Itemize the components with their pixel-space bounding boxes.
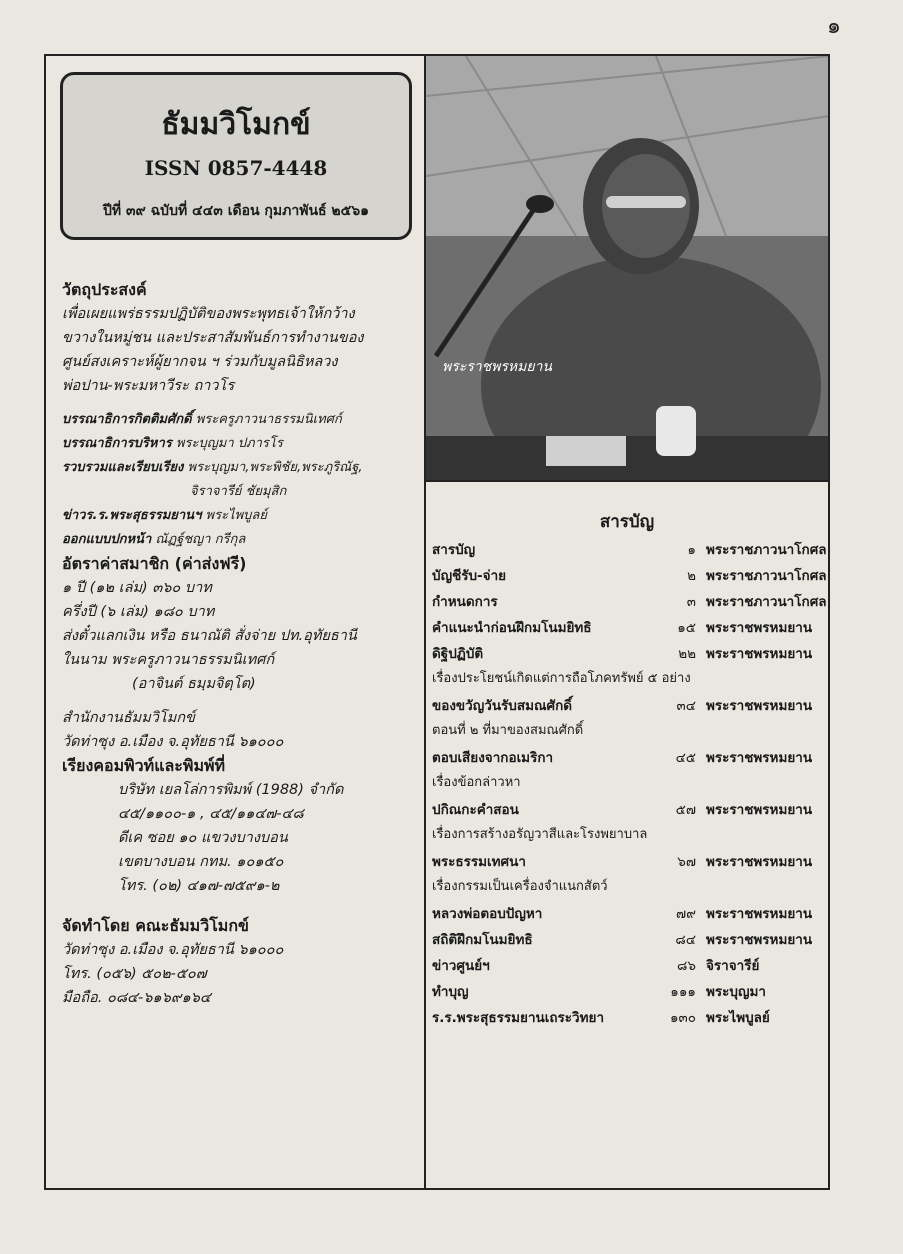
toc-row bbox=[432, 640, 828, 666]
toc-entry-title: ตอบเสียงจากอเมริกา bbox=[432, 750, 554, 766]
objective-line: ขวางในหมู่ชน และประสาสัมพันธ์การทำงานของ bbox=[62, 330, 364, 346]
toc-row bbox=[432, 796, 828, 822]
toc-entry-page: ๘๖ bbox=[677, 958, 696, 974]
editor-admin: บรรณาธิการบริหาร พระบุญมา ปภารโร bbox=[62, 436, 283, 451]
toc-entry-title: หลวงพ่อตอบปัญหา bbox=[432, 906, 543, 922]
toc-title: สารบัญ bbox=[599, 512, 655, 532]
cover-designer: ออกแบบปกหน้า ณัฏฐ์ชญา กรีกุล bbox=[62, 532, 246, 547]
toc-entry-author: พระราชพรหมยาน bbox=[706, 932, 813, 948]
compiler: รวบรวมและเรียบเรียง พระบุญมา,พระพิชัย,พระภูริณัฐ, bbox=[62, 460, 363, 475]
toc-entry-subtitle: เรื่องการสร้างอรัญวาสีและโรงพยาบาล bbox=[432, 827, 648, 842]
toc-entry-author: พระราชพรหมยาน bbox=[706, 906, 813, 922]
toc-entry-page: ๒๒ bbox=[678, 646, 696, 662]
payment-line: ในนาม พระครูภาวนาธรรมนิเทศก์ bbox=[62, 652, 275, 668]
toc-entry-page: ๖๗ bbox=[677, 854, 696, 870]
toc-entry-title: สารบัญ bbox=[432, 542, 476, 558]
toc-entry-title: ข่าวศูนย์ฯ bbox=[432, 958, 490, 974]
objective-line: พ่อปาน-พระมหาวีระ ถาวโร bbox=[62, 378, 235, 394]
toc-entry-author: พระราชพรหมยาน bbox=[706, 854, 813, 870]
toc-entry-page: ๒ bbox=[687, 568, 696, 584]
print-line: เขตบางบอน กทม. ๑๐๑๕๐ bbox=[118, 854, 284, 870]
rate-halfyear: ครึ่งปี (๖ เล่ม) ๑๘๐ บาท bbox=[62, 604, 215, 620]
producer-heading: จัดทำโดย คณะธัมมวิโมกข์ bbox=[62, 916, 249, 935]
toc-entry-page: ๕๗ bbox=[675, 802, 696, 818]
issn: ISSN 0857-4448 bbox=[144, 156, 328, 180]
toc-row bbox=[432, 926, 828, 952]
compiler-line2: จิราจารีย์ ชัยมุสิก bbox=[190, 484, 287, 499]
toc-entry-author: พระราชพรหมยาน bbox=[706, 802, 813, 818]
toc-entry-page: ๑๕ bbox=[677, 620, 696, 636]
monk-photo-illustration bbox=[426, 56, 828, 480]
objective-heading: วัตถุประสงค์ bbox=[62, 280, 147, 299]
producer-line: วัดท่าซุง อ.เมือง จ.อุทัยธานี ๖๑๐๐๐ bbox=[62, 942, 284, 958]
toc-entry-author: พระราชภาวนาโกศล bbox=[706, 594, 827, 610]
page-number: ๑ bbox=[827, 14, 841, 39]
toc-row bbox=[432, 588, 828, 614]
toc-entry-page: ๔๕ bbox=[675, 750, 696, 766]
print-line: ดีเค ซอย ๑๐ แขวงบางบอน bbox=[118, 830, 288, 846]
toc-entry-title: ร.ร.พระสุธรรมยานเถระวิทยา bbox=[432, 1010, 605, 1026]
objective-line: เพื่อเผยแพร่ธรรมปฏิบัติของพระพุทธเจ้าให้กว้าง bbox=[62, 306, 355, 322]
toc-row bbox=[432, 614, 828, 640]
photo-caption: พระราชพรหมยาน bbox=[442, 359, 552, 375]
toc-entry-title: บัญชีรับ-จ่าย bbox=[432, 568, 507, 584]
toc-entry-author: พระราชภาวนาโกศล bbox=[706, 568, 827, 584]
toc-entry-author: พระราชภาวนาโกศล bbox=[706, 542, 827, 558]
left-column bbox=[46, 56, 426, 1188]
payment-line: (อาจินต์ ธมฺมจิตฺโต) bbox=[132, 676, 256, 692]
toc-row bbox=[432, 1004, 828, 1030]
print-line: โทร. (๐๒) ๔๑๗-๗๕๙๑-๒ bbox=[118, 878, 280, 894]
toc-entry-page: ๘๔ bbox=[675, 932, 696, 948]
toc-entry-subtitle: เรื่องประโยชน์เกิดแต่การถือโภคทรัพย์ ๕ อย่าง bbox=[432, 671, 691, 686]
masthead-box bbox=[60, 72, 412, 240]
toc-entry-subtitle: เรื่องกรรมเป็นเครื่องจำแนกสัตว์ bbox=[432, 879, 608, 894]
rate-heading: อัตราค่าสมาชิก (ค่าส่งฟรี) bbox=[62, 554, 247, 573]
producer-line: มือถือ. ๐๘๔-๖๑๖๙๑๖๔ bbox=[62, 990, 211, 1006]
payment-line: ส่งตั๋วแลกเงิน หรือ ธนาณัติ สั่งจ่าย ปท.อุทัยธานี bbox=[62, 628, 357, 644]
magazine-title: ธัมมวิโมกข์ bbox=[161, 107, 311, 142]
toc-entry-author: พระบุญมา bbox=[706, 984, 766, 1000]
toc-entry-author: พระราชพรหมยาน bbox=[706, 698, 813, 714]
toc-entry-page: ๑๓๐ bbox=[669, 1010, 696, 1026]
toc-entry-author: พระราชพรหมยาน bbox=[706, 750, 813, 766]
toc-entry-title: ปกิณกะคำสอน bbox=[432, 802, 519, 818]
toc-entry-author: จิราจารีย์ bbox=[706, 958, 760, 974]
toc-row bbox=[432, 536, 828, 562]
print-heading: เรียงคอมพิวท์และพิมพ์ที่ bbox=[62, 756, 226, 775]
toc-entry-subtitle: ตอนที่ ๒ ที่มาของสมณศักดิ์ bbox=[432, 723, 584, 738]
toc-entry-page: ๑๑๑ bbox=[670, 984, 696, 1000]
editor-honorary: บรรณาธิการกิตติมศักดิ์ พระครูภาวนาธรรมนิเทศก์ bbox=[62, 412, 342, 427]
office-line: วัดท่าซุง อ.เมือง จ.อุทัยธานี ๖๑๐๐๐ bbox=[62, 734, 284, 750]
colophon bbox=[62, 278, 418, 1010]
office-line: สำนักงานธัมมวิโมกข์ bbox=[62, 710, 195, 726]
print-line: บริษัท เยลโล่การพิมพ์ (1988) จำกัด bbox=[118, 782, 344, 798]
toc-entry-title: สถิติฝึกมโนมยิทธิ bbox=[432, 932, 533, 948]
toc-row bbox=[432, 848, 828, 874]
toc-entry-title: พระธรรมเทศนา bbox=[432, 854, 526, 870]
toc-entry-title: ดิฐิปฏิบัติ bbox=[432, 646, 484, 662]
producer-line: โทร. (๐๕๖) ๕๐๒-๕๐๗ bbox=[62, 966, 207, 982]
toc-entry-page: ๓ bbox=[686, 594, 696, 610]
toc-entry-author: พระไพบูลย์ bbox=[706, 1010, 770, 1026]
toc-row bbox=[432, 692, 828, 718]
page-frame bbox=[44, 54, 830, 1190]
table-of-contents bbox=[432, 536, 828, 1030]
toc-entry-author: พระราชพรหมยาน bbox=[706, 646, 813, 662]
objective-line: ศูนย์สงเคราะห์ผู้ยากจน ฯ ร่วมกับมูลนิธิหลวง bbox=[62, 354, 338, 370]
toc-entry-subtitle: เรื่องข้อกล่าวหา bbox=[432, 775, 521, 790]
toc-entry-title: กำหนดการ bbox=[432, 594, 498, 610]
toc-entry-title: คำแนะนำก่อนฝึกมโนมยิทธิ bbox=[432, 620, 592, 636]
toc-entry-page: ๗๙ bbox=[675, 906, 696, 922]
toc-entry-title: ของขวัญวันรับสมณศักดิ์ bbox=[432, 698, 573, 714]
toc-row bbox=[432, 900, 828, 926]
rate-yearly: ๑ ปี (๑๒ เล่ม) ๓๖๐ บาท bbox=[62, 580, 212, 596]
toc-entry-author: พระราชพรหมยาน bbox=[706, 620, 813, 636]
toc-row bbox=[432, 952, 828, 978]
news-editor: ข่าวร.ร.พระสุธรรมยานฯ พระไพบูลย์ bbox=[62, 508, 267, 523]
toc-entry-page: ๓๔ bbox=[676, 698, 696, 714]
right-column bbox=[426, 56, 828, 1188]
toc-row bbox=[432, 562, 828, 588]
toc-entry-page: ๑ bbox=[687, 542, 696, 558]
toc-entry-title: ทำบุญ bbox=[432, 984, 469, 1000]
toc-row bbox=[432, 744, 828, 770]
toc-row bbox=[432, 978, 828, 1004]
print-line: ๔๕/๑๑๐๐-๑ , ๔๕/๑๑๔๗-๔๘ bbox=[118, 806, 304, 822]
monk-photo bbox=[426, 56, 828, 482]
issue-line: ปีที่ ๓๙ ฉบับที่ ๔๔๓ เดือน กุมภาพันธ์ ๒๕๖๑ bbox=[102, 203, 370, 219]
